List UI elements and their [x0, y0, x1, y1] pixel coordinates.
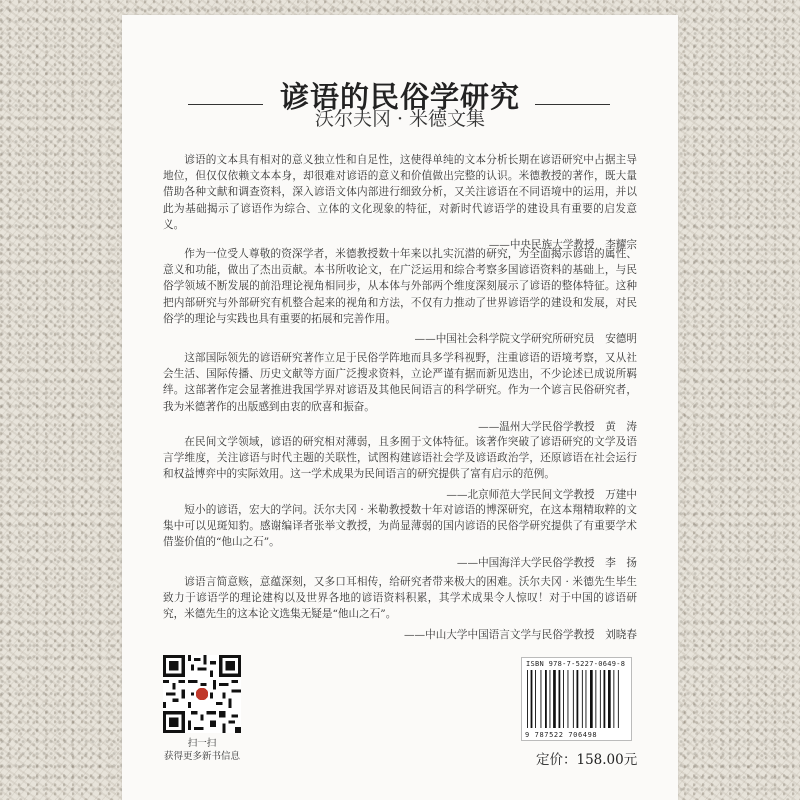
- price-label: 定价：158.00元: [536, 752, 638, 768]
- book-subtitle: 沃尔夫冈 · 米德文集: [314, 108, 486, 130]
- barcode-digits: 9 787522 706498: [525, 731, 598, 739]
- review-text: 谚语的文本具有相对的意义独立性和自足性，这使得单纯的文本分析长期在谚语研究中占据主导地位，但仅仅依赖文本本身，却很难对谚语的意义和价值做出完整的认识。米德教授的著作，既大量借助各种文献和调查资料，深入谚语文体内部进行细致分析，又关注谚语在不同语境中的运用，并以此为基础揭示了谚语作为综合、立体的文化现象的特征，对新时代谚语学的建设具有重要的启发意义。: [163, 154, 637, 231]
- review-5: [163, 502, 637, 572]
- review-2: [163, 246, 637, 348]
- review-4: [163, 434, 637, 504]
- review-text: 谚语言简意赅，意蕴深刻，又多口耳相传，给研究者带来极大的困难。沃尔夫冈 · 米德先生毕生致力于谚语学的理论建构以及世界各地的谚语资料积累，其学术成果令人惊叹！对于中国的谚语研究，米德先生的这本论文选集无疑是“他山之石”。: [163, 576, 637, 621]
- review-signature: ——中山大学中国语言文学与民俗学教授 刘晓春: [403, 628, 637, 641]
- isbn-barcode-box: [521, 657, 632, 741]
- book-title: 谚语的民俗学研究: [279, 80, 520, 114]
- review-6: [163, 574, 637, 644]
- barcode-icon: [526, 670, 627, 728]
- review-signature: ——中央民族大学教授 李耀宗: [488, 239, 637, 252]
- review-signature: ——中国海洋大学民俗学教授 李 扬: [456, 556, 637, 569]
- qr-block: [163, 655, 241, 763]
- review-text: 作为一位受人尊敬的资深学者，米德教授数十年来以扎实沉潜的研究，为全面揭示谚语的属性、意义和功能，做出了杰出贡献。本书所收论文，在广泛运用和综合考察多国谚语资料的基础上，与民俗学领域不断发展的前沿理论视角相同步，从本体与外部两个维度深刻展示了谚语的整体特征。这种把内部研究与外部研究有机整合起来的视角和方法，不仅有力推动了世界谚语学的建设和发展，对民俗学的理论与实践也具有重要的拓展和完善作用。: [163, 248, 637, 325]
- qr-code-icon: [163, 655, 241, 733]
- review-1: [163, 152, 637, 254]
- review-signature: ——温州大学民俗学教授 黄 涛: [478, 420, 637, 433]
- review-signature: ——北京师范大学民间文学教授 万建中: [446, 488, 637, 501]
- isbn-text: ISBN 978-7-5227-0649-8: [526, 660, 626, 668]
- review-3: [163, 350, 637, 436]
- review-text: 短小的谚语，宏大的学问。沃尔夫冈 · 米勒教授数十年对谚语的博深研究，在这本翔精取粹的文集中可以见斑知豹。感谢编译者张举文教授，为尚显薄弱的国内谚语的民俗学研究提供了有重要学术借鉴价值的“他山之石”。: [163, 504, 637, 549]
- qr-caption-info: 获得更多新书信息: [163, 751, 240, 762]
- qr-caption-scan: 扫一扫: [187, 738, 217, 749]
- review-text: 在民间文学领域，谚语的研究相对薄弱，且多囿于文体特征。该著作突破了谚语研究的文学及语言学维度，关注谚语与时代主题的关联性，试图构建谚语社会学及谚语政治学，还原谚语在社会运行和权益博弈中的实际效用。这一学术成果为民间语言的研究提供了富有启示的范例。: [163, 436, 637, 481]
- review-text: 这部国际领先的谚语研究著作立足于民俗学阵地而具多学科视野，注重谚语的语境考察，又从社会生活、国际传播、历史文献等方面广泛搜求资料，立论严谨有据而新见迭出，不少论述已成说所羁绊。这部著作定会显著推进我国学界对谚语及其他民间语言的科学研究。作为一个谚言民俗研究者，我为米德著作的出版感到由衷的欣喜和振奋。: [163, 352, 637, 413]
- review-signature: ——中国社会科学院文学研究所研究员 安德明: [414, 333, 637, 346]
